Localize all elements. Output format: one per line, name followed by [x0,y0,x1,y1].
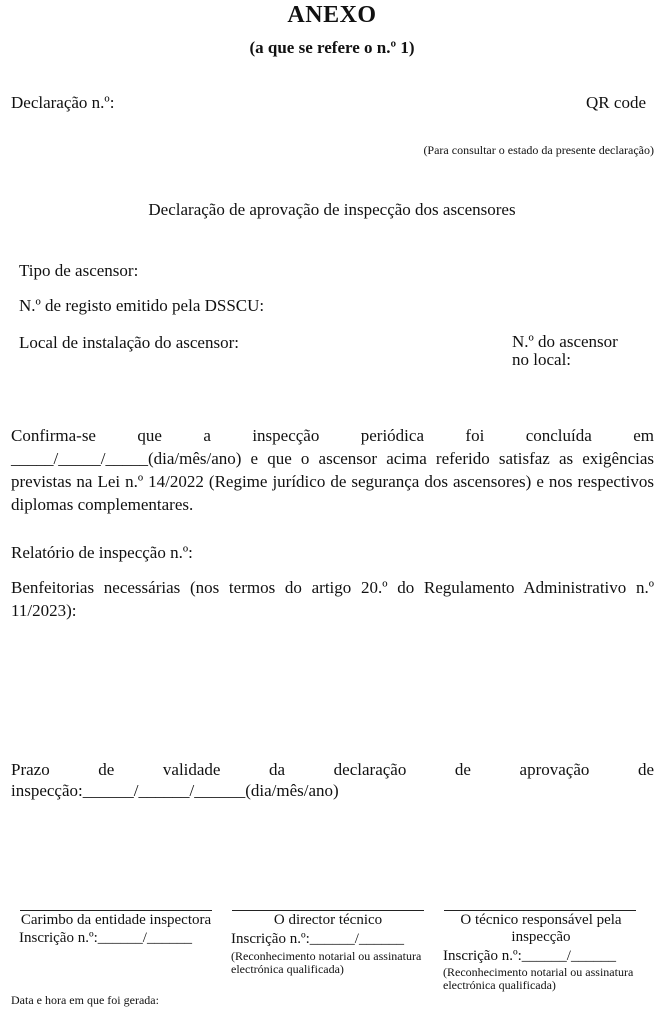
confirmation-line1: Confirma-se que a inspecção periódica foi concluída em [11,426,654,445]
inspection-entity-stamp-caption: Carimbo da entidade inspectora [20,912,212,928]
signature-line-inspection-entity [20,910,212,911]
field-installation-location: Local de instalação do ascensor: [19,333,239,352]
qr-code-label: QR code [586,93,646,112]
annex-title: ANEXO [287,2,377,28]
technical-director-registration: Inscrição n.º:______/______ [231,931,404,947]
confirmation-paragraph: _____/_____/_____(dia/mês/ano) e que o ascensor acima referido satisfaz as exigências previstas na Lei n.º 14/2022 (Regime jurídico de segurança dos ascensores) e nos respectivos diplomas complementares. [11,449,654,514]
generated-datetime-label: Data e hora em que foi gerada: [11,993,159,1007]
field-elevator-number-line1: N.º do ascensor [512,332,618,351]
necessary-improvements: Benfeitorias necessárias (nos termos do artigo 20.º do Regulamento Administrativo n.º 11/2023): [11,578,654,620]
responsible-technician-caption: O técnico responsável pela inspecção [460,912,622,945]
inspection-entity-registration: Inscrição n.º:______/______ [19,930,192,946]
inspection-report-number: Relatório de inspecção n.º: [11,543,193,562]
document-title: Declaração de aprovação de inspecção dos ascensores [148,200,516,219]
technical-director-note: (Reconhecimento notarial ou assinatura electrónica qualificada) [231,949,422,976]
field-elevator-number [512,333,618,369]
field-elevator-type: Tipo de ascensor: [19,261,139,280]
field-elevator-number-line2: no local: [512,350,572,369]
qr-code-note: (Para consultar o estado da presente declaração) [423,143,654,157]
signature-line-technical-director [232,910,424,911]
declaration-number-label: Declaração n.º: [11,93,115,112]
validity-line2: inspecção:______/______/______(dia/mês/ano) [11,781,339,800]
field-registration-number: N.º de registo emitido pela DSSCU: [19,296,265,315]
signature-line-responsible-technician [444,910,636,911]
responsible-technician-note: (Reconhecimento notarial ou assinatura electrónica qualificada) [443,965,634,992]
annex-subtitle: (a que se refere o n.º 1) [249,38,415,57]
validity-line1: Prazo de validade da declaração de aprovação de [11,760,654,779]
responsible-technician-registration: Inscrição n.º:______/______ [443,948,616,964]
technical-director-caption: O director técnico [273,912,383,928]
